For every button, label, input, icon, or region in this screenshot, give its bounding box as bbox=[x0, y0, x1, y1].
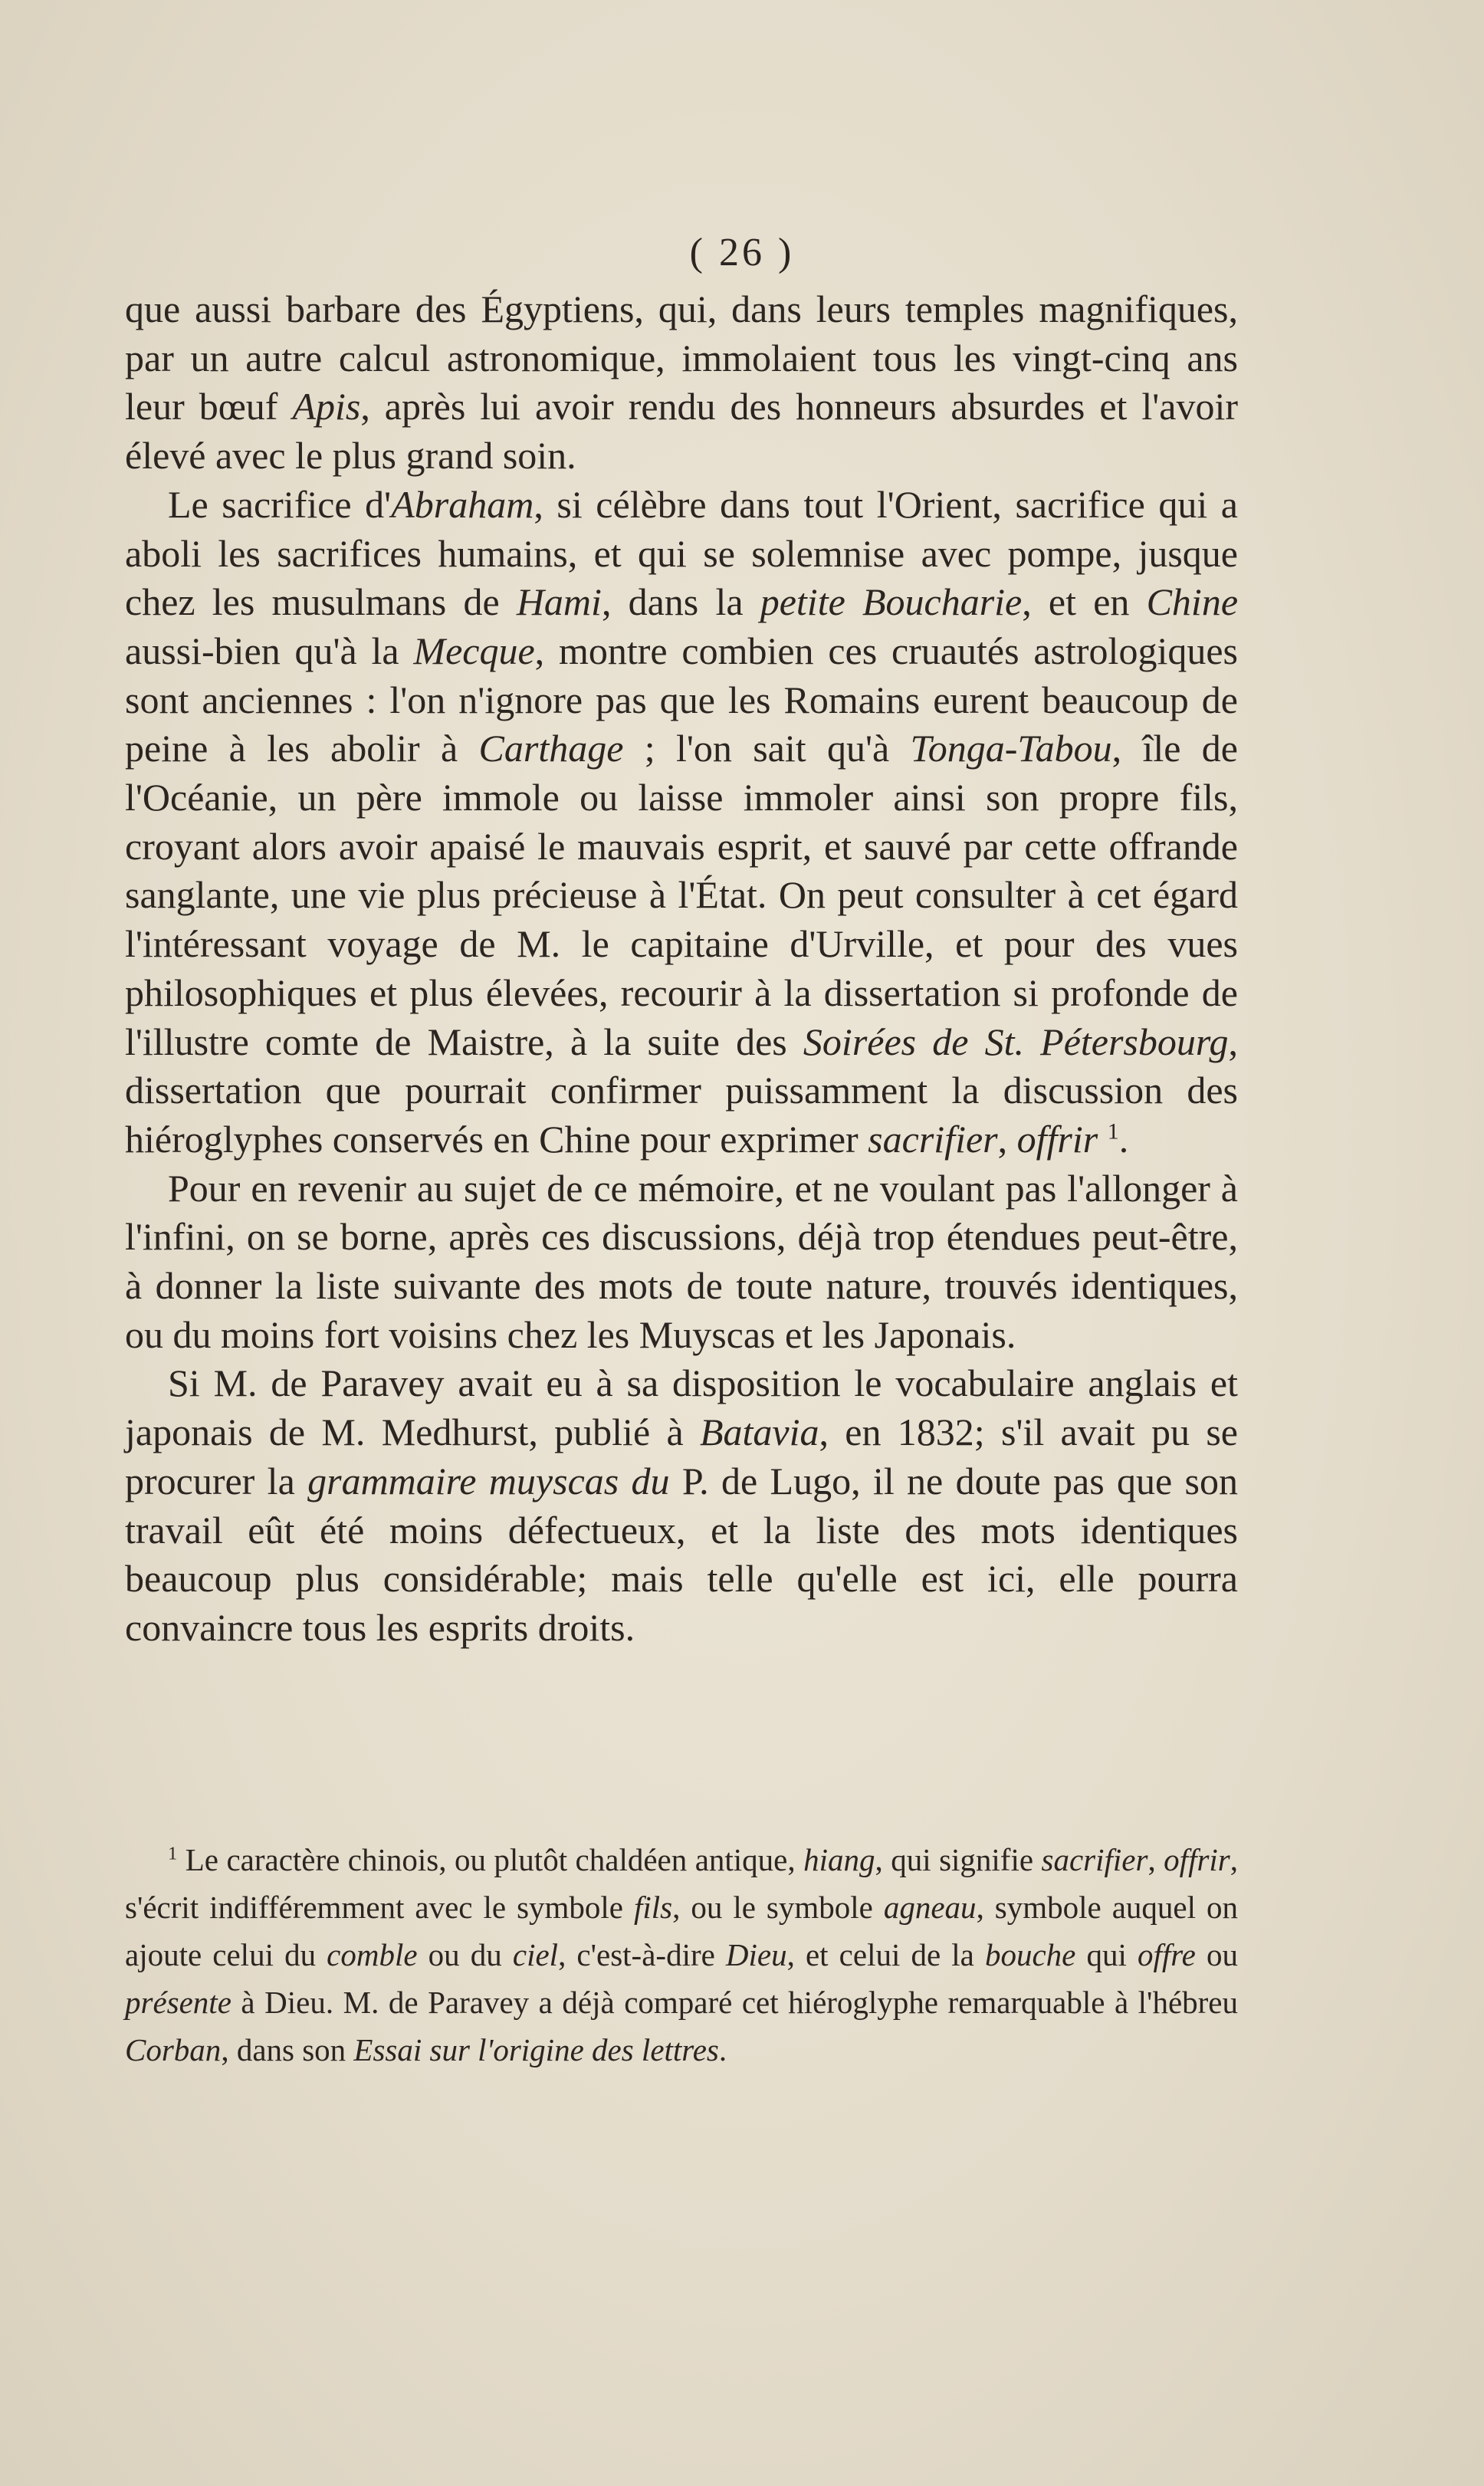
italic-text: Carthage bbox=[478, 727, 624, 770]
footnote-marker: 1 bbox=[168, 1843, 178, 1864]
italic-text: hiang bbox=[803, 1842, 875, 1877]
italic-text: agneau bbox=[883, 1890, 977, 1925]
paragraph bbox=[125, 1359, 1238, 1652]
italic-text: présente bbox=[125, 1985, 231, 2020]
italic-text: Apis bbox=[292, 385, 361, 429]
italic-text: bouche bbox=[984, 1937, 1076, 1972]
italic-text: fils bbox=[634, 1890, 673, 1925]
paragraph bbox=[125, 481, 1238, 1164]
paragraph bbox=[125, 285, 1238, 481]
paragraph bbox=[125, 1164, 1238, 1360]
italic-text: ciel bbox=[512, 1937, 559, 1972]
text-run: , et en bbox=[1022, 580, 1147, 624]
italic-text: Mecque bbox=[413, 629, 535, 672]
text-run: , montre combien ces cruautés astrologiques sont anciennes : l'on n'ignore pas que les Romains eurent beaucoup de peine à les abolir à bbox=[125, 629, 1238, 770]
text-run: , bbox=[997, 1117, 1017, 1161]
footnote-marker: 1 bbox=[1107, 1118, 1119, 1144]
italic-text: offrir bbox=[1164, 1842, 1230, 1877]
footnote bbox=[125, 1836, 1238, 2074]
text-run: qui bbox=[1075, 1937, 1138, 1972]
text-run: , symbole auquel on ajoute celui du bbox=[125, 1890, 1238, 1972]
text-run: , bbox=[1147, 1842, 1164, 1877]
italic-text: Tonga-Tabou bbox=[910, 727, 1112, 770]
text-run: , si célèbre dans tout l'Orient, sacrifice qui a aboli les sacrifices humains, et qui se solemnise avec pompe, jusque chez les musulmans de bbox=[125, 482, 1238, 624]
text-run: que aussi barbare des Égyptiens, qui, dans leurs temples magnifiques, par un autre calcul astronomique, immolaient tous les vingt-cinq ans leur bœuf bbox=[125, 287, 1238, 429]
text-run: , dans son bbox=[221, 2032, 354, 2067]
italic-text: Batavia bbox=[699, 1410, 819, 1454]
text-run: , ou le symbole bbox=[672, 1890, 884, 1925]
text-run: . bbox=[718, 2032, 727, 2067]
text-run: aussi-bien qu'à la bbox=[125, 629, 414, 672]
text-run: Pour en revenir au sujet de ce mémoire, et ne voulant pas l'allonger à l'infini, on se borne, après ces discussions, déjà trop étendues peut-être, à donner la liste suivante des mots de toute nature, trouvés identiques, ou du moins fort voisins chez les Muyscas et les Japonais. bbox=[125, 1166, 1238, 1356]
italic-text: Corban bbox=[125, 2032, 222, 2067]
italic-text: comble bbox=[327, 1937, 418, 1972]
italic-text: Essai sur l'origine des lettres bbox=[353, 2032, 719, 2067]
italic-text: Dieu bbox=[725, 1937, 787, 1972]
text-run: , et celui de la bbox=[786, 1937, 985, 1972]
italic-text: petite Boucharie bbox=[760, 580, 1023, 624]
text-run bbox=[1098, 1118, 1108, 1161]
text-run: , c'est-à-dire bbox=[558, 1937, 726, 1972]
body-text bbox=[125, 285, 1238, 1653]
text-run: ou du bbox=[417, 1937, 513, 1972]
text-run: . bbox=[1118, 1117, 1129, 1161]
italic-text: offre bbox=[1137, 1937, 1196, 1972]
text-run: , s'écrit indifféremment avec le symbole bbox=[125, 1842, 1239, 1925]
text-run: ; l'on sait qu'à bbox=[623, 727, 911, 770]
italic-text: Soirées de St. Pétersbourg bbox=[803, 1020, 1229, 1063]
text-run: à Dieu. M. de Paravey a déjà comparé cet hiéroglyphe remarquable à l'hébreu bbox=[231, 1985, 1238, 2020]
text-run: Si M. de Paravey avait eu à sa disposition le vocabulaire anglais et japonais de M. Medhurst, publié à bbox=[125, 1361, 1238, 1454]
text-run: ou bbox=[1195, 1937, 1238, 1972]
page-number: ( 26 ) bbox=[689, 231, 795, 274]
text-run: , dissertation que pourrait confirmer puissamment la discussion des hiéroglyphes conservés en Chine pour exprimer bbox=[125, 1020, 1238, 1161]
italic-text: Chine bbox=[1146, 580, 1239, 624]
text-run: P. de Lugo, il ne doute pas que son travail eût été moins défectueux, et la liste des mots identiques beaucoup plus considérable; mais telle qu'elle est ici, elle pourra convaincre tous les esprits droits. bbox=[125, 1459, 1238, 1649]
italic-text: offrir bbox=[1016, 1117, 1098, 1161]
text-run: , en 1832; s'il avait pu se procurer la bbox=[125, 1410, 1238, 1502]
italic-text: sacrifier bbox=[1041, 1842, 1148, 1877]
text-run: , qui signifie bbox=[875, 1842, 1042, 1877]
italic-text: sacrifier bbox=[868, 1117, 998, 1161]
text-run: , après lui avoir rendu des honneurs absurdes et l'avoir élevé avec le plus grand soin. bbox=[125, 385, 1238, 478]
italic-text: Hami bbox=[516, 580, 602, 624]
text-run: , dans la bbox=[601, 580, 760, 624]
text-run: , île de l'Océanie, un père immole ou laisse immoler ainsi son propre fils, croyant alors avoir apaisé le mauvais esprit, et sauvé par cette offrande sanglante, une vie plus précieuse à l'État. On peut consulter à cet égard l'intéressant voyage de M. le capitaine d'Urville, et pour des vues philosophiques et plus élevées, recourir à la dissertation si profonde de l'illustre comte de Maistre, à la suite des bbox=[125, 727, 1238, 1063]
text-run: Le sacrifice d' bbox=[168, 482, 392, 526]
text-run: Le caractère chinois, ou plutôt chaldéen antique, bbox=[177, 1842, 804, 1877]
italic-text: grammaire muyscas du bbox=[307, 1459, 670, 1502]
italic-text: Abraham bbox=[391, 482, 534, 526]
